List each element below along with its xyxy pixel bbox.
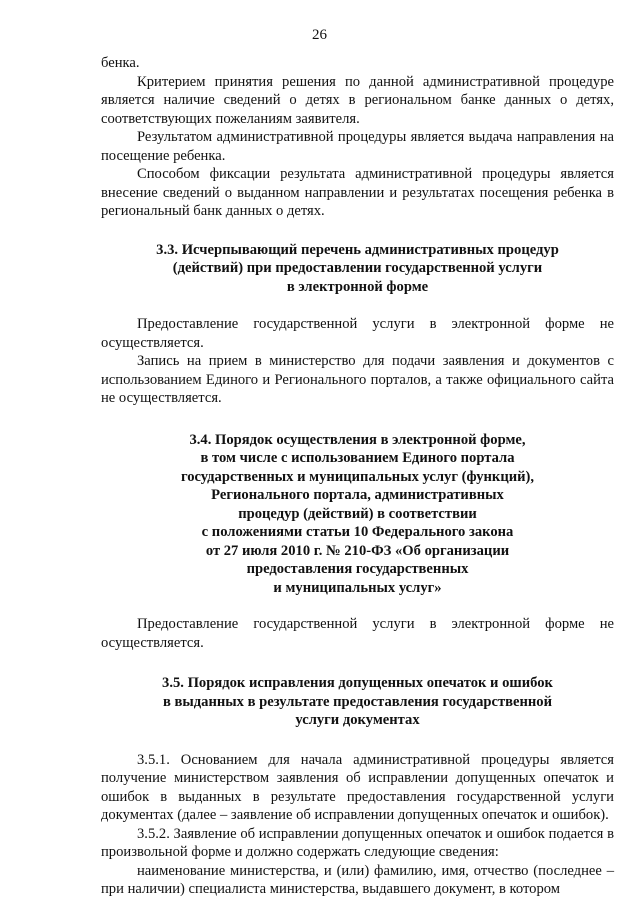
heading-line: услуги документах: [295, 712, 420, 728]
page-number: 26: [312, 27, 327, 43]
heading-line: Регионального портала, административных: [211, 487, 504, 503]
heading-line: 3.5. Порядок исправления допущенных опечаток и ошибок: [162, 675, 553, 691]
paragraph-decision-criterion: Критерием принятия решения по данной административной процедуре является наличие сведений о детях в региональном банке данных о детях, соответствующих пожеланиям заявителя.: [101, 73, 614, 127]
paragraph-continuation: бенка.: [101, 55, 140, 71]
paragraph-3-5-1: 3.5.1. Основанием для начала административной процедуры является получение министерством заявления об исправлении допущенных опечаток и ошибок в выданных в результате предоставления государственной услуги документах (далее – заявление об исправлении допущенных опечаток и ошибок).: [101, 751, 614, 823]
paragraph-3-5-2-item: наименование министерства, и (или) фамилию, имя, отчество (последнее – при наличии) специалиста министерства, выдавшего документ, в котором: [101, 862, 614, 897]
document-body: [101, 54, 614, 899]
heading-line: предоставления государственных: [246, 561, 469, 577]
heading-line: и муниципальных услуг»: [273, 579, 442, 596]
heading-line: в электронной форме: [286, 278, 429, 295]
heading-line: 3.3. Исчерпывающий перечень административных процедур: [156, 241, 559, 258]
heading-line: 3.4. Порядок осуществления в электронной форме,: [189, 431, 526, 448]
section-3-3-heading: [101, 241, 614, 297]
heading-line: государственных и муниципальных услуг (функций),: [180, 468, 535, 485]
section-3-5-heading: [101, 674, 614, 730]
heading-line: в том числе с использованием Единого портала: [200, 450, 515, 466]
paragraph-3-5-2: 3.5.2. Заявление об исправлении допущенных опечаток и ошибок подается в произвольной форме и должно содержать следующие сведения:: [101, 825, 614, 860]
heading-line: от 27 июля 2010 г. № 210-ФЗ «Об организации: [205, 542, 510, 559]
heading-line: в выданных в результате предоставления государственной: [162, 693, 553, 710]
paragraph-3-3-1: Предоставление государственной услуги в электронной форме не осуществляется.: [101, 316, 614, 351]
heading-line: процедур (действий) в соответствии: [238, 505, 477, 522]
section-3-4-heading: [101, 431, 614, 598]
heading-line: (действий) при предоставлении государственной услуги: [172, 260, 543, 276]
paragraph-3-4-1: Предоставление государственной услуги в электронной форме не осуществляется.: [101, 616, 614, 651]
heading-line: с положениями статьи 10 Федерального закона: [201, 524, 514, 540]
paragraph-result-fixation: Способом фиксации результата административной процедуры является внесение сведений о выданном направлении и результатах посещения ребенка в региональный банк данных о детях.: [101, 166, 614, 219]
paragraph-3-3-2: Запись на прием в министерство для подачи заявления и документов с использованием Единого и Регионального порталов, а также официального сайта не осуществляется.: [101, 353, 614, 406]
paragraph-procedure-result: Результатом административной процедуры является выдача направления на посещение ребенка.: [101, 129, 614, 164]
